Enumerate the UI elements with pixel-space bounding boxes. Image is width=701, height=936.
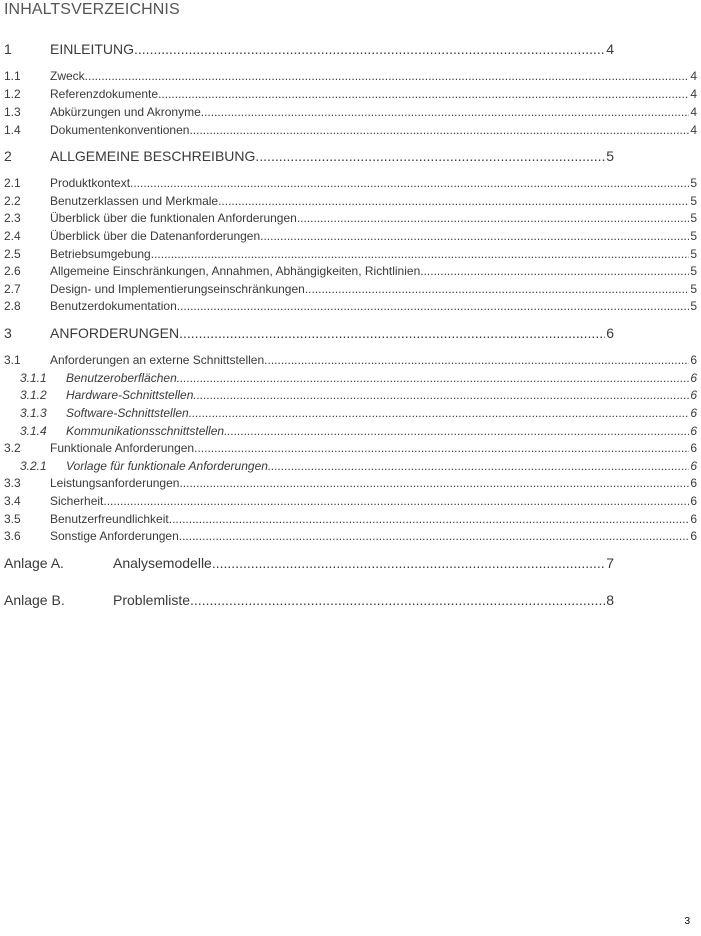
dot-leader	[420, 264, 689, 278]
toc-entry-number: 3	[4, 325, 12, 341]
toc-entry-page: 6	[690, 353, 697, 367]
toc-entry-number: 3.1.2	[20, 388, 47, 402]
toc-entry-page: 4	[690, 123, 697, 137]
toc-entry-title: Hardware-Schnittstellen	[66, 388, 194, 402]
dot-leader	[151, 247, 690, 261]
toc-entry-title: Funktionale Anforderungen	[50, 441, 195, 455]
toc-entry-page: 5	[690, 282, 697, 296]
toc-entry-title: Software-Schnittstellen	[66, 406, 189, 420]
toc-entry-title: Abkürzungen und Akronyme	[50, 105, 201, 119]
toc-entry-title: EINLEITUNG	[50, 41, 135, 57]
toc-entry-number: 2	[4, 148, 12, 164]
toc-entry-page: 6	[690, 371, 697, 385]
toc-entry-title: Überblick über die Datenanforderungen	[50, 229, 261, 243]
dot-leader	[218, 194, 689, 208]
dot-leader	[201, 105, 690, 119]
toc-entry-title: Sicherheit	[50, 494, 104, 508]
dot-leader	[179, 325, 605, 341]
toc-entry-title: Benutzerdokumentation	[50, 299, 177, 313]
toc-entry-number: 2.7	[4, 282, 21, 296]
toc-entry-section[interactable]	[4, 512, 697, 527]
dot-leader	[189, 123, 689, 137]
dot-leader	[260, 229, 689, 243]
toc-entry-page: 6	[690, 529, 697, 543]
toc-entry-chapter[interactable]	[4, 148, 614, 166]
toc-entry-number: 3.1.4	[20, 424, 47, 438]
toc-entry-number: 2.5	[4, 247, 21, 261]
toc-entry-number: 1.4	[4, 123, 21, 137]
toc-entry-number: 3.4	[4, 494, 21, 508]
toc-entry-page: 5	[690, 247, 697, 261]
dot-leader	[190, 592, 605, 608]
page-title: INHALTSVERZEICHNIS	[4, 1, 180, 18]
toc-entry-title: Betriebsumgebung	[50, 247, 151, 261]
toc-entry-page: 6	[606, 325, 614, 341]
toc-entry-number: 3.2.1	[20, 459, 47, 473]
dot-leader	[85, 69, 690, 83]
page-number: 3	[684, 916, 690, 927]
toc-entry-number: 2.2	[4, 194, 21, 208]
toc-entry-title: Dokumentenkonventionen	[50, 123, 190, 137]
toc-entry-title: ALLGEMEINE BESCHREIBUNG	[50, 148, 256, 164]
toc-entry-title: Referenzdokumente	[50, 87, 159, 101]
toc-entry-title: Anforderungen an externe Schnittstellen	[50, 353, 265, 367]
toc-entry-annex[interactable]	[4, 592, 614, 610]
toc-entry-page: 7	[606, 555, 614, 571]
toc-entry-chapter[interactable]	[4, 41, 614, 59]
toc-entry-subsection[interactable]	[20, 459, 697, 474]
toc-entry-page: 5	[690, 264, 697, 278]
toc-entry-page: 6	[690, 494, 697, 508]
dot-leader	[177, 299, 690, 313]
toc-entry-annex[interactable]	[4, 555, 614, 573]
toc-entry-title: Produktkontext	[50, 176, 131, 190]
dot-leader	[134, 41, 605, 57]
toc-entry-section[interactable]	[4, 69, 697, 84]
toc-entry-section[interactable]	[4, 529, 697, 544]
toc-entry-page: 4	[690, 69, 697, 83]
toc-entry-page: 5	[690, 211, 697, 225]
toc-entry-section[interactable]	[4, 494, 697, 509]
toc-entry-title: Allgemeine Einschränkungen, Annahmen, Abhängigkeiten, Richtlinien	[50, 264, 421, 278]
toc-entry-number: 1.1	[4, 69, 21, 83]
toc-entry-section[interactable]	[4, 105, 697, 120]
toc-entry-number: 3.3	[4, 476, 21, 490]
dot-leader	[179, 476, 689, 490]
toc-entry-page: 4	[690, 105, 697, 119]
toc-entry-page: 4	[606, 41, 614, 57]
dot-leader	[297, 211, 689, 225]
toc-entry-number: 3.2	[4, 441, 21, 455]
toc-entry-subsection[interactable]	[20, 406, 697, 421]
dot-leader	[212, 555, 605, 571]
toc-entry-title: Analysemodelle	[113, 555, 212, 571]
toc-entry-subsection[interactable]	[20, 388, 697, 403]
toc-entry-number: 2.8	[4, 299, 21, 313]
toc-entry-section[interactable]	[4, 211, 697, 226]
toc-entry-page: 5	[690, 176, 697, 190]
toc-entry-title: Design- und Implementierungseinschränkungen	[50, 282, 305, 296]
toc-entry-page: 6	[690, 459, 697, 473]
dot-leader	[255, 148, 605, 164]
toc-entry-number: 2.4	[4, 229, 21, 243]
dot-leader	[189, 406, 690, 420]
toc-entry-page: 6	[690, 424, 697, 438]
toc-entry-title: Überblick über die funktionalen Anforderungen	[50, 211, 297, 225]
toc-entry-title: Benutzeroberflächen	[66, 371, 177, 385]
toc-entry-number: 3.1.3	[20, 406, 47, 420]
toc-entry-section[interactable]	[4, 87, 697, 102]
toc-entry-page: 6	[690, 406, 697, 420]
dot-leader	[305, 282, 689, 296]
dot-leader	[177, 371, 690, 385]
toc-entry-section[interactable]	[4, 299, 697, 314]
toc-entry-section[interactable]	[4, 176, 697, 191]
toc-entry-title: Benutzerfreundlichkeit	[50, 512, 169, 526]
dot-leader	[194, 441, 689, 455]
toc-entry-number: 2.3	[4, 211, 21, 225]
toc-entry-section[interactable]	[4, 353, 697, 368]
toc-entry-title: Problemliste	[113, 592, 191, 608]
toc-entry-number: 1.2	[4, 87, 21, 101]
toc-entry-number: 1.3	[4, 105, 21, 119]
toc-entry-number: 1	[4, 41, 12, 57]
toc-entry-number: 3.6	[4, 529, 21, 543]
toc-entry-page: 6	[690, 476, 697, 490]
dot-leader	[224, 424, 689, 438]
toc-entry-page: 5	[690, 194, 697, 208]
toc-entry-number: Anlage B.	[4, 592, 65, 608]
toc-entry-number: Anlage A.	[4, 555, 64, 571]
toc-entry-page: 5	[606, 148, 614, 164]
toc-entry-page: 6	[690, 388, 697, 402]
toc-entry-title: Kommunikationsschnittstellen	[66, 424, 225, 438]
toc-entry-number: 3.1	[4, 353, 21, 367]
dot-leader	[179, 529, 690, 543]
dot-leader	[158, 87, 689, 101]
toc-entry-title: ANFORDERUNGEN	[50, 325, 180, 341]
toc-entry-page: 5	[690, 229, 697, 243]
toc-entry-title: Vorlage für funktionale Anforderungen	[66, 459, 268, 473]
toc-entry-title: Leistungsanforderungen	[50, 476, 180, 490]
toc-entry-page: 5	[690, 299, 697, 313]
dot-leader	[130, 176, 689, 190]
toc-entry-section[interactable]	[4, 441, 697, 456]
toc-entry-number: 2.1	[4, 176, 21, 190]
dot-leader	[169, 512, 690, 526]
toc-entry-section[interactable]	[4, 264, 697, 279]
toc-entry-section[interactable]	[4, 229, 697, 244]
toc-entry-section[interactable]	[4, 476, 697, 491]
toc-entry-page: 6	[690, 512, 697, 526]
toc-entry-section[interactable]	[4, 282, 697, 297]
toc-entry-page: 8	[606, 592, 614, 608]
toc-entry-title: Benutzerklassen und Merkmale	[50, 194, 219, 208]
toc-entry-number: 3.1.1	[20, 371, 47, 385]
dot-leader	[264, 353, 689, 367]
toc-entry-section[interactable]	[4, 194, 697, 209]
toc-entry-section[interactable]	[4, 247, 697, 262]
toc-entry-title: Sonstige Anforderungen	[50, 529, 179, 543]
toc-entry-page: 6	[690, 441, 697, 455]
toc-entry-subsection[interactable]	[20, 371, 697, 386]
dot-leader	[103, 494, 689, 508]
toc-entry-chapter[interactable]	[4, 325, 614, 343]
toc-entry-page: 4	[690, 87, 697, 101]
toc-entry-subsection[interactable]	[20, 424, 697, 439]
toc-entry-number: 3.5	[4, 512, 21, 526]
toc-entry-number: 2.6	[4, 264, 21, 278]
dot-leader	[193, 388, 689, 402]
dot-leader	[268, 459, 689, 473]
toc-entry-section[interactable]	[4, 123, 697, 138]
toc-entry-title: Zweck	[50, 69, 85, 83]
